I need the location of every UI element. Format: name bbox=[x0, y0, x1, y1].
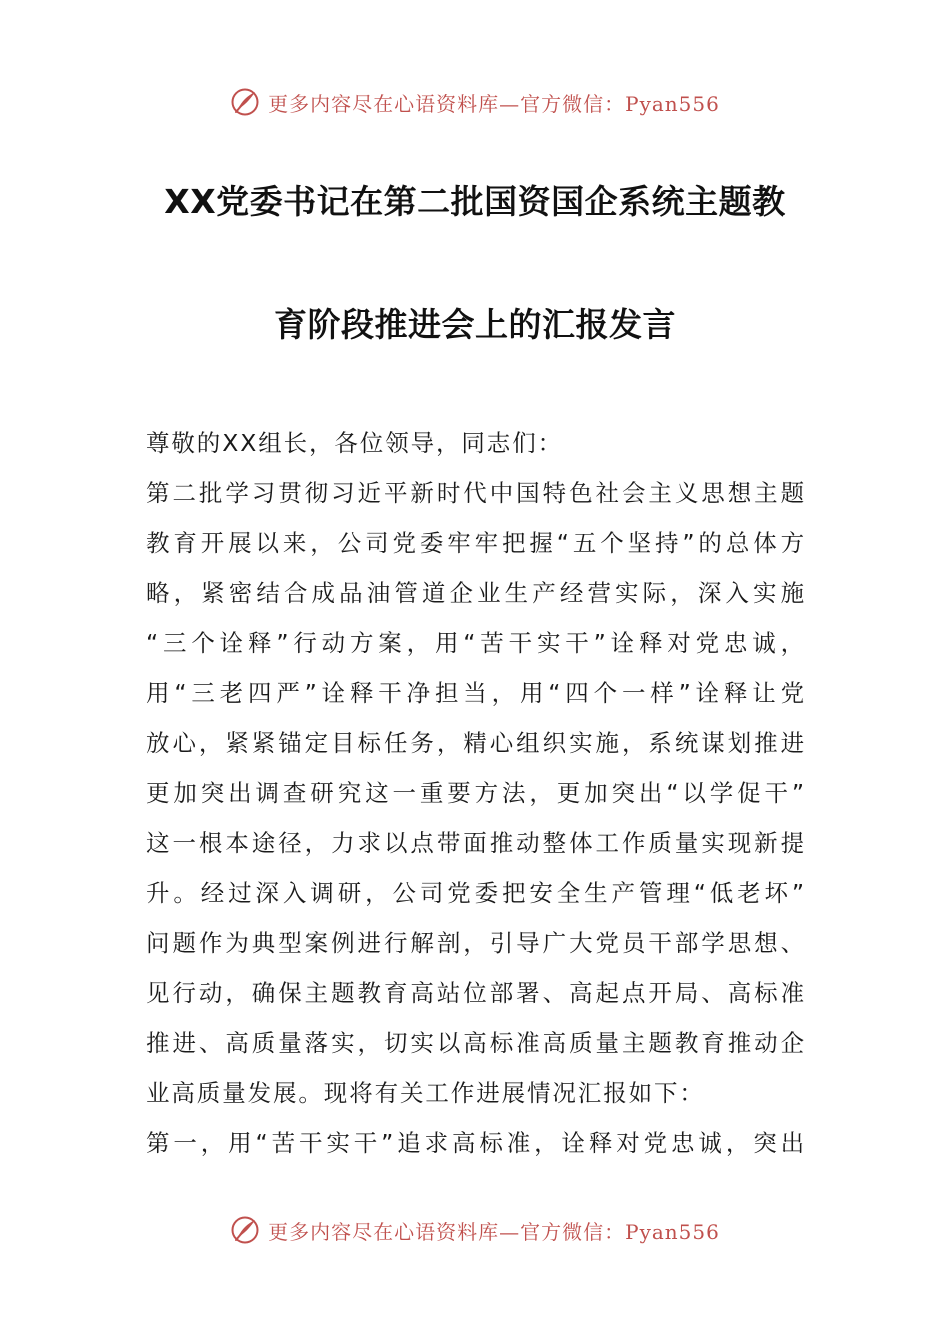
body-line: 第一，用“苦干实干”追求高标准，诠释对党忠诚，突出 bbox=[146, 1129, 806, 1157]
body-line: 第二批学习贯彻习近平新时代中国特色社会主义思想主题 bbox=[146, 479, 806, 507]
body-line: 教育开展以来，公司党委牢牢把握“五个坚持”的总体方 bbox=[146, 529, 806, 557]
body-line: 更加突出调查研究这一重要方法，更加突出“以学促干” bbox=[146, 779, 806, 807]
document-body bbox=[146, 418, 806, 1168]
quill-pen-logo-icon bbox=[230, 1215, 260, 1245]
watermark-text: 更多内容尽在心语资料库—官方微信：Pyan556 bbox=[268, 1219, 720, 1244]
body-line: 这一根本途径，力求以点带面推动整体工作质量实现新提 bbox=[146, 829, 806, 857]
body-line: 见行动，确保主题教育高站位部署、高起点开局、高标准 bbox=[146, 979, 806, 1007]
salutation-line: 尊敬的XX组长，各位领导，同志们： bbox=[146, 429, 563, 457]
footer-watermark bbox=[0, 1210, 950, 1250]
header-watermark bbox=[0, 82, 950, 122]
document-title-line-1: XX党委书记在第二批国资国企系统主题教 bbox=[164, 182, 786, 221]
body-line: 略，紧密结合成品油管道企业生产经营实际，深入实施 bbox=[146, 579, 806, 607]
body-line: 升。经过深入调研，公司党委把安全生产管理“低老坏” bbox=[146, 879, 806, 907]
body-line: 放心，紧紧锚定目标任务，精心组织实施，系统谋划推进 bbox=[146, 729, 806, 757]
body-line: 问题作为典型案例进行解剖，引导广大党员干部学思想、 bbox=[146, 929, 806, 957]
watermark-text: 更多内容尽在心语资料库—官方微信：Pyan556 bbox=[268, 91, 720, 116]
body-line: 用“三老四严”诠释干净担当，用“四个一样”诠释让党 bbox=[146, 679, 806, 707]
quill-pen-logo-icon bbox=[230, 87, 260, 117]
document-title-line-2: 育阶段推进会上的汇报发言 bbox=[274, 305, 676, 344]
body-line: 推进、高质量落实，切实以高标准高质量主题教育推动企 bbox=[146, 1029, 806, 1057]
body-line: “三个诠释”行动方案，用“苦干实干”诠释对党忠诚， bbox=[146, 629, 806, 657]
body-line: 业高质量发展。现将有关工作进展情况汇报如下： bbox=[146, 1079, 705, 1107]
